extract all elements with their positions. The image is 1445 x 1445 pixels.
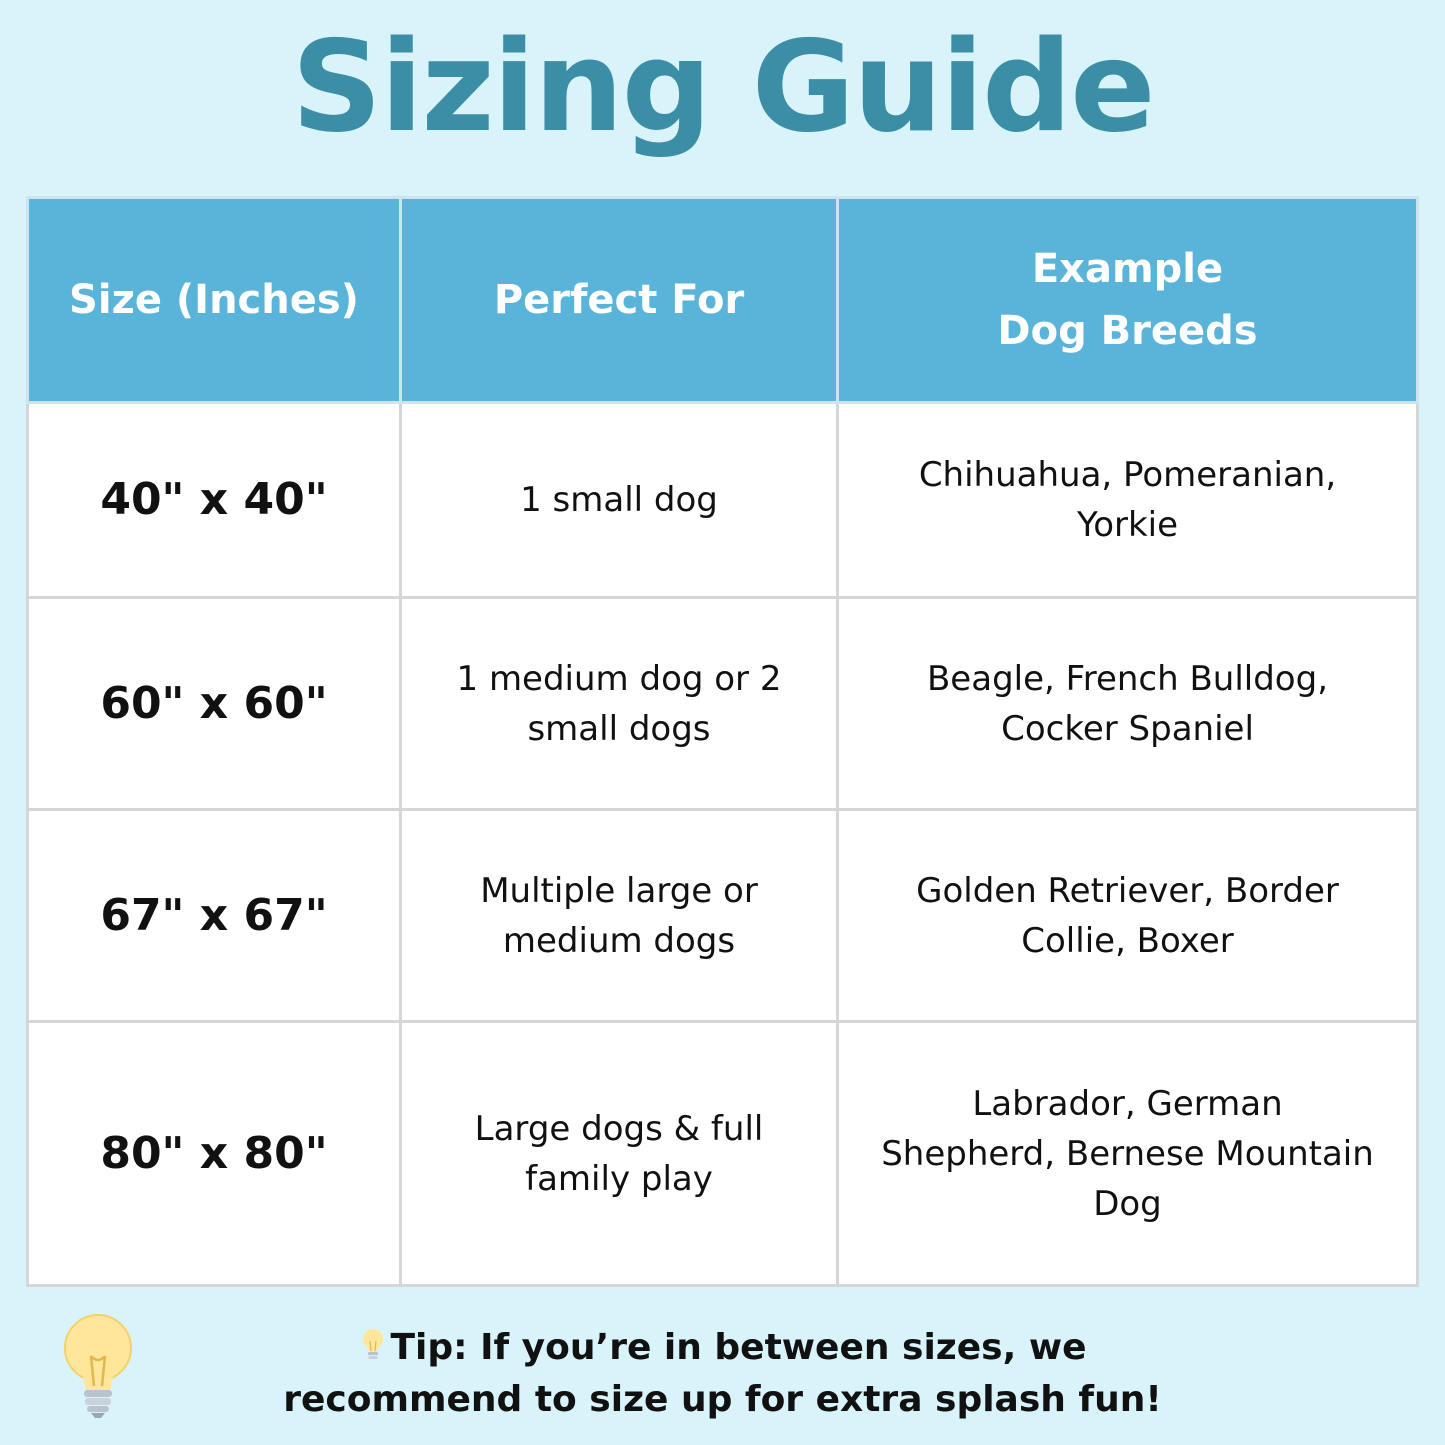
cell-line: Large dogs & full bbox=[474, 1108, 764, 1149]
perfect-for-cell bbox=[401, 403, 838, 598]
tip-line1: Tip: If you’re in between sizes, we bbox=[390, 1327, 1087, 1368]
cell-line: Collie, Boxer bbox=[1021, 920, 1234, 961]
breeds-cell bbox=[838, 403, 1418, 598]
size-cell: 67" x 67" bbox=[28, 810, 401, 1022]
header-example-breeds bbox=[838, 198, 1418, 403]
cell-line: Beagle, French Bulldog, bbox=[926, 658, 1328, 699]
cell-line: Multiple large or bbox=[480, 870, 758, 911]
table-row bbox=[28, 403, 1418, 598]
cell-line: 1 medium dog or 2 bbox=[456, 658, 782, 699]
page-title: Sizing Guide bbox=[291, 13, 1154, 160]
header-size bbox=[28, 198, 401, 403]
cell-line: Shepherd, Bernese Mountain bbox=[881, 1133, 1374, 1174]
header-breeds-line1: Example bbox=[1031, 246, 1224, 292]
cell-line: medium dogs bbox=[502, 920, 736, 961]
breeds-cell bbox=[838, 1022, 1418, 1286]
table-row bbox=[28, 810, 1418, 1022]
cell-line: Golden Retriever, Border bbox=[916, 870, 1339, 911]
table-row bbox=[28, 1022, 1418, 1286]
sizing-table bbox=[26, 196, 1419, 1287]
cell-line: Yorkie bbox=[1076, 505, 1179, 545]
header-perfect-for bbox=[401, 198, 838, 403]
cell-line: 1 small dog bbox=[520, 480, 718, 520]
cell-line: Labrador, German bbox=[972, 1083, 1283, 1124]
header-size-label: Size (Inches) bbox=[69, 277, 359, 323]
cell-line: Cocker Spaniel bbox=[1001, 708, 1254, 749]
tip-line2: recommend to size up for extra splash fun! bbox=[283, 1379, 1162, 1420]
size-cell: 60" x 60" bbox=[28, 598, 401, 810]
cell-line: family play bbox=[525, 1158, 713, 1199]
table-row bbox=[28, 598, 1418, 810]
cell-line: Chihuahua, Pomeranian, bbox=[918, 455, 1337, 495]
size-cell: 40" x 40" bbox=[28, 403, 401, 598]
header-breeds-line2: Dog Breeds bbox=[997, 308, 1258, 354]
header-perfect-for-label: Perfect For bbox=[493, 277, 745, 323]
cell-line: small dogs bbox=[527, 708, 711, 749]
perfect-for-cell bbox=[401, 810, 838, 1022]
breeds-cell bbox=[838, 598, 1418, 810]
breeds-cell bbox=[838, 810, 1418, 1022]
lightbulb-icon bbox=[359, 1327, 387, 1363]
perfect-for-cell bbox=[401, 1022, 838, 1286]
cell-line: Dog bbox=[1093, 1183, 1162, 1224]
table-header-row bbox=[28, 198, 1418, 403]
perfect-for-cell bbox=[401, 598, 838, 810]
size-cell: 80" x 80" bbox=[28, 1022, 401, 1286]
tip-text bbox=[0, 1322, 1445, 1426]
